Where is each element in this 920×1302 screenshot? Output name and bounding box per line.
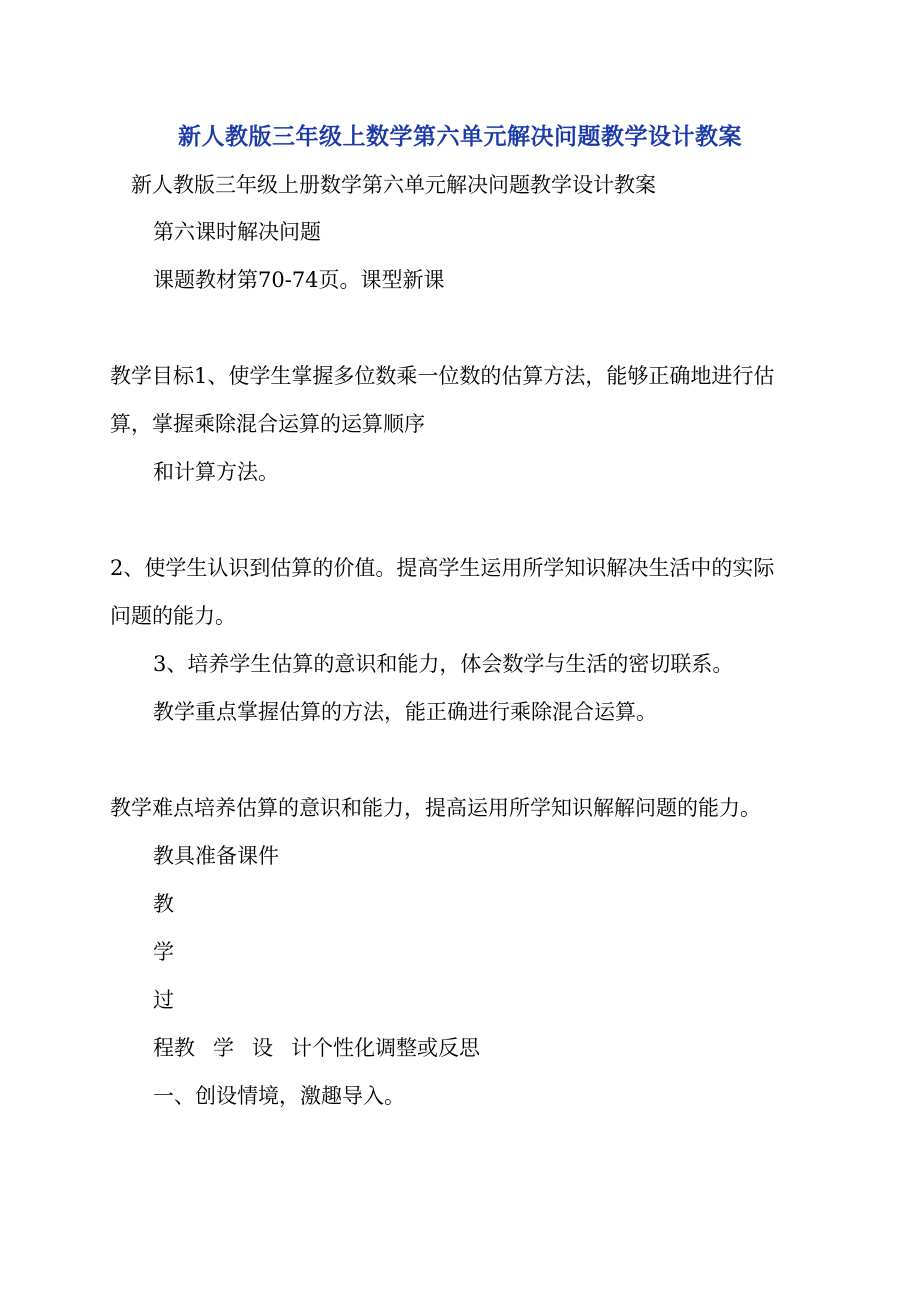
process-header <box>153 1034 480 1062</box>
objective3: 3、培养学生估算的意识和能力，体会数学与生活的密切联系。 <box>153 652 734 676</box>
objective1-line2: 算，掌握乘除混合运算的运算顺序 <box>110 412 425 436</box>
objective2-line2: 问题的能力。 <box>110 604 236 628</box>
process-col1: 程教 <box>153 1036 195 1060</box>
difficulty: 教学难点培养估算的意识和能力，提高运用所学知识解解问题的能力。 <box>110 796 761 820</box>
objective1-line1: 教学目标1、使学生掌握多位数乘一位数的估算方法，能够正确地进行估 <box>110 364 775 388</box>
vertical-char-1: 教 <box>153 892 174 916</box>
process-col2: 学 <box>213 1036 234 1060</box>
key-point: 教学重点掌握估算的方法，能正确进行乘除混合运算。 <box>153 700 657 724</box>
vertical-char-3: 过 <box>153 988 174 1012</box>
topic-line: 课题教材第70-74页。课型新课 <box>153 268 445 292</box>
tools: 教具准备课件 <box>153 844 279 868</box>
document-title: 新人教版三年级上数学第六单元解决问题教学设计教案 <box>178 123 742 150</box>
process-col4: 计个性化调整或反思 <box>291 1036 480 1060</box>
objective1-line3: 和计算方法。 <box>153 460 279 484</box>
vertical-char-2: 学 <box>153 940 174 964</box>
subtitle: 新人教版三年级上册数学第六单元解决问题教学设计教案 <box>131 173 656 197</box>
process-col3: 设 <box>252 1036 273 1060</box>
section1-heading: 一、创设情境，激趣导入。 <box>153 1084 405 1108</box>
objective2-line1: 2、使学生认识到估算的价值。提高学生运用所学知识解决生活中的实际 <box>110 556 775 580</box>
lesson-heading: 第六课时解决问题 <box>153 220 321 244</box>
